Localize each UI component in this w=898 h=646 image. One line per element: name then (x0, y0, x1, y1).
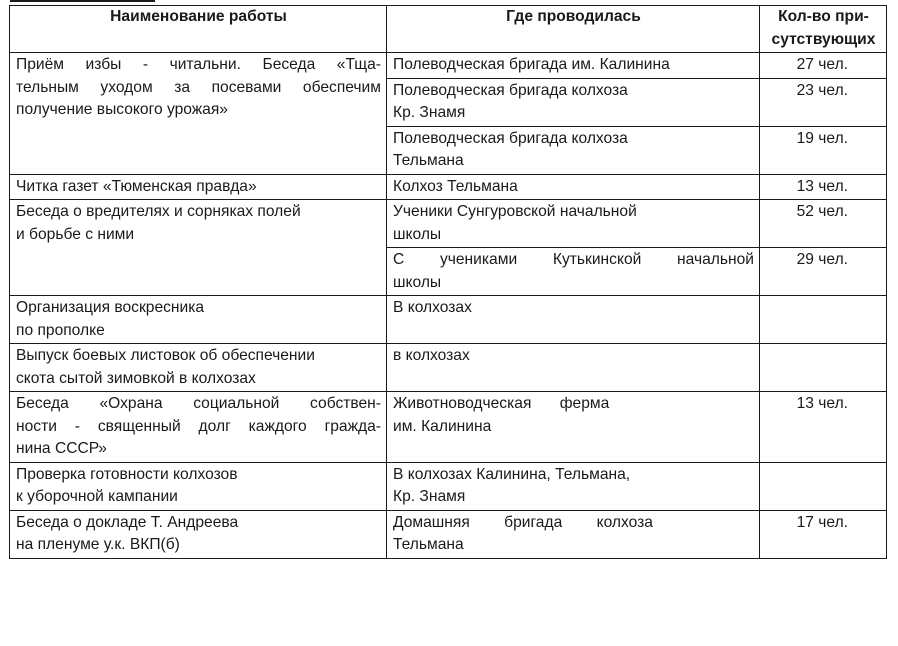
location-line: Кр. Знамя (393, 488, 466, 505)
location-line: Домашняя бригада колхоза (393, 513, 653, 531)
table-row (10, 296, 887, 344)
attendance-cell (760, 462, 887, 510)
location-line: школы (393, 273, 442, 291)
table-row (10, 53, 887, 79)
attendance-cell: 13 чел. (760, 174, 887, 200)
work-cell (10, 510, 387, 558)
table-row (10, 174, 887, 200)
location-line: В колхозах (393, 299, 472, 316)
work-line: тельным уходом за посевами обеспечим (16, 78, 381, 96)
work-line: Организация воскресника (16, 299, 205, 316)
work-cell (10, 392, 387, 463)
location-cell (387, 200, 760, 248)
location-cell (387, 174, 760, 200)
header-row (10, 6, 887, 53)
work-line: Беседа о докладе Т. Андреева (16, 513, 239, 531)
work-line: и борьбе с ними (16, 225, 135, 243)
header-attendance-line: сутствующих (771, 30, 876, 48)
location-cell (387, 510, 760, 558)
header-location: Где проводилась (387, 6, 760, 53)
location-line: Тельмана (393, 152, 464, 169)
work-line: ности - священный долг каждого гражда- (16, 417, 381, 435)
location-line: Тельмана (393, 536, 464, 553)
work-line: Беседа о вредителях и сорняках полей (16, 203, 301, 220)
location-line: С учениками Кутькинской начальной (393, 251, 754, 268)
work-cell (10, 462, 387, 510)
table-row (10, 200, 887, 248)
location-line: Полеводческая бригада колхоза (393, 129, 628, 147)
location-line: им. Калинина (393, 417, 492, 435)
table-row (10, 344, 887, 392)
work-cell (10, 296, 387, 344)
work-cell (10, 174, 387, 200)
location-line: школы (393, 225, 442, 243)
location-line: Полеводческая бригада колхоза (393, 81, 628, 99)
location-cell (387, 344, 760, 392)
work-line: к уборочной кампании (16, 488, 178, 505)
attendance-cell: 17 чел. (760, 510, 887, 558)
location-cell (387, 248, 760, 296)
header-work-name: Наименование работы (10, 6, 387, 53)
location-cell (387, 53, 760, 79)
location-line: Ученики Сунгуровской начальной (393, 203, 637, 220)
attendance-cell: 29 чел. (760, 248, 887, 296)
work-line: Выпуск боевых листовок об обеспечении (16, 347, 315, 364)
attendance-cell: 27 чел. (760, 53, 887, 79)
work-line: получение высокого урожая» (16, 101, 228, 118)
header-attendance-line: Кол-во при- (778, 8, 869, 25)
location-line: Колхоз Тельмана (393, 177, 518, 195)
location-line: Кр. Знамя (393, 104, 466, 121)
top-rule (10, 0, 155, 2)
location-cell (387, 392, 760, 463)
header-attendance (760, 6, 887, 53)
location-line: в колхозах (393, 347, 470, 364)
location-line: Животноводческая ферма (393, 395, 610, 412)
location-cell (387, 462, 760, 510)
work-line: Проверка готовности колхозов (16, 465, 238, 483)
work-line: Беседа «Охрана социальной собствен- (16, 395, 381, 412)
work-line: нина СССР» (16, 440, 107, 457)
attendance-cell: 13 чел. (760, 392, 887, 463)
location-cell (387, 78, 760, 126)
work-line: на пленуме у.к. ВКП(б) (16, 536, 180, 553)
work-cell (10, 53, 387, 175)
work-cell (10, 200, 387, 296)
work-line: по прополке (16, 321, 105, 339)
work-line: Читка газет «Тюменская правда» (16, 177, 257, 195)
work-cell (10, 344, 387, 392)
table-row (10, 392, 887, 463)
work-line: скота сытой зимовкой в колхозах (16, 369, 256, 387)
table-row (10, 510, 887, 558)
table-row (10, 462, 887, 510)
location-cell (387, 296, 760, 344)
attendance-cell: 23 чел. (760, 78, 887, 126)
location-line: В колхозах Калинина, Тельмана, (393, 465, 631, 483)
attendance-cell: 52 чел. (760, 200, 887, 248)
work-line: Приём избы - читальни. Беседа «Тща- (16, 56, 381, 73)
activities-table (9, 5, 887, 559)
attendance-cell: 19 чел. (760, 126, 887, 174)
attendance-cell (760, 296, 887, 344)
location-line: Полеводческая бригада им. Калинина (393, 56, 670, 73)
location-cell (387, 126, 760, 174)
attendance-cell (760, 344, 887, 392)
